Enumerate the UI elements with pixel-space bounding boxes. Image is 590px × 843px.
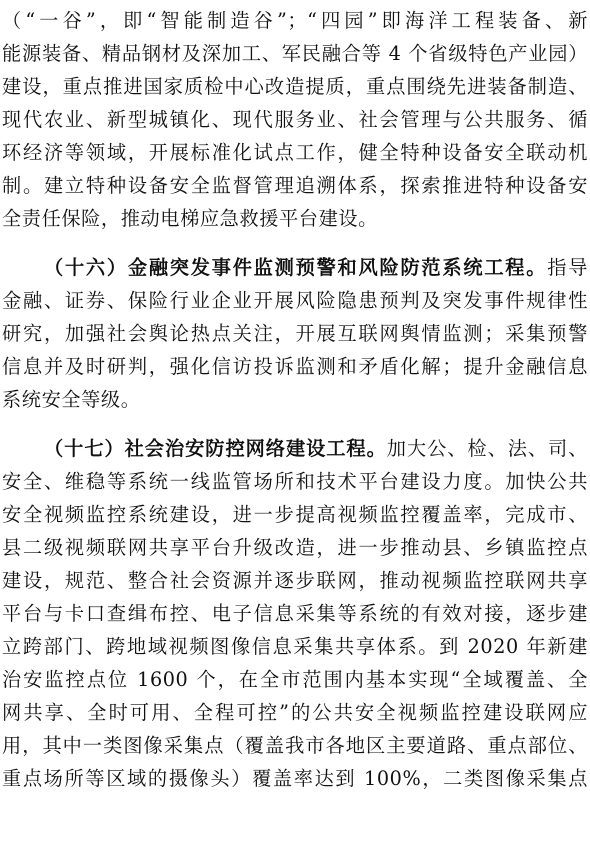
section-16-first-line: [44, 253, 588, 283]
text-line: （“一谷”，即“智能制造谷”；“四园”即海洋工程装备、新: [2, 9, 588, 32]
text-line: 研究，加强社会舆论热点关注，开展互联网舆情监测；采集预警: [2, 322, 588, 345]
text-line: 现代农业、新型城镇化、现代服务业、社会管理与公共服务、循: [2, 108, 588, 131]
text-line: 全责任保险，推动电梯应急救援平台建设。: [2, 207, 378, 230]
section-17-text: 加大公、检、法、司、: [386, 437, 588, 460]
text-line: 建设，重点推进国家质检中心改造提质，重点围绕先进装备制造、: [2, 75, 588, 98]
text-line: 平台与卡口查缉布控、电子信息采集等系统的有效对接，逐步建: [2, 602, 588, 625]
text-line: 系统安全等级。: [2, 388, 141, 411]
section-16-heading: （十六）金融突发事件监测预警和风险防范系统工程。: [44, 256, 548, 279]
text-line: 治安监控点位 1600 个，在全市范围内基本实现“全域覆盖、全: [2, 668, 588, 691]
text-line: 立跨部门、跨地域视频图像信息采集共享体系。到 2020 年新建: [2, 635, 588, 658]
text-line: 用，其中一类图像采集点（覆盖我市各地区主要道路、重点部位、: [2, 734, 588, 757]
text-line: 制。建立特种设备安全监督管理追溯体系，探索推进特种设备安: [2, 174, 588, 197]
text-line: 重点场所等区域的摄像头）覆盖率达到 100%，二类图像采集点: [2, 767, 588, 790]
text-line: 环经济等领域，开展标准化试点工作，健全特种设备安全联动机: [2, 141, 588, 164]
text-line: 安全、维稳等系统一线监管场所和技术平台建设力度。加快公共: [2, 470, 588, 493]
section-16-text: 指导: [547, 256, 588, 279]
text-line: 金融、证券、保险行业企业开展风险隐患预判及突发事件规律性: [2, 289, 588, 312]
text-line: 安全视频监控系统建设，进一步提高视频监控覆盖率，完成市、: [2, 503, 588, 526]
section-17-heading: （十七）社会治安防控网络建设工程。: [44, 437, 387, 460]
text-line: 建设，规范、整合社会资源并逐步联网，推动视频监控联网共享: [2, 569, 588, 592]
text-line: 信息并及时研判，强化信访投诉监测和矛盾化解；提升金融信息: [2, 355, 588, 378]
text-line: 县二级视频联网共享平台升级改造，进一步推动县、乡镇监控点: [2, 536, 588, 559]
text-line: 能源装备、精品钢材及深加工、军民融合等 4 个省级特色产业园）: [2, 42, 588, 65]
text-line: 网共享、全时可用、全程可控”的公共安全视频监控建设联网应: [2, 701, 588, 724]
section-17-first-line: [44, 434, 588, 464]
